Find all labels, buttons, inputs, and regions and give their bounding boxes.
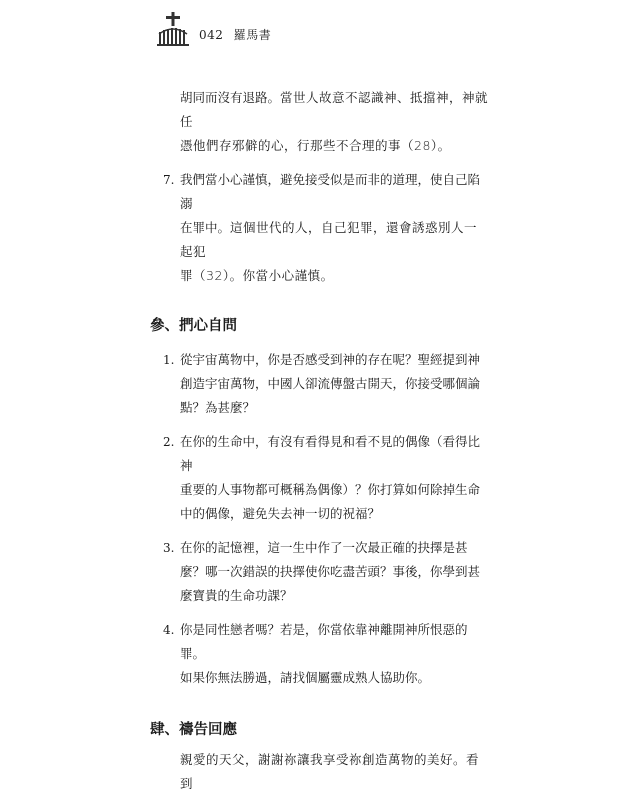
item-number: 4. [163,623,175,637]
continuation-paragraph [150,86,490,158]
continuation-line: 胡同而沒有退路。 [180,90,281,105]
item-line: 在你的記憶裡，這一生中作了一次最正確的抉擇是甚 [180,540,468,555]
page-number: 042 [199,28,224,42]
item-line: 在你的生命中，有沒有看得見和看不見的偶像（看得比神 [180,434,481,473]
list-item [150,618,490,690]
item-line: 罪（32）。你當小心謹慎。 [180,268,334,283]
item-line: 這個世代的人，自己犯罪，還會誘惑別人一起犯 [180,220,478,259]
section-title-prayer: 肆、禱告回應 [150,722,237,738]
item-line: 麼寶貴的生命功課？ [180,588,293,603]
item-line: 中的偶像，避免失去神一切的祝福？ [180,506,381,521]
item-line: 你是同性戀者嗎？若是，你當依靠神離開神所恨惡的罪。 [180,622,468,661]
item-line: 麼？哪一次錯誤的抉擇使你吃盡苦頭？事後，你學到甚 [180,564,481,579]
book-title: 羅馬書 [233,28,272,42]
item-number: 3. [163,541,175,555]
prayer-paragraph: 親愛的天父，謝謝祢讓我享受祢創造萬物的美好。看到 [180,752,480,791]
item-line: 重要的人事物都可概稱為偶像）？你打算如何除掉生命 [180,482,481,497]
continuation-line: 當世人故意不認識神、抵擋神，神就任 [180,90,489,129]
church-cross-icon [155,12,191,46]
list-item [150,430,490,526]
section-title-reflection: 參、捫心自問 [150,318,237,334]
page-header [155,12,495,46]
list-item [150,536,490,608]
item-line: 在罪中。 [180,220,231,235]
list-item-7 [150,168,490,288]
continuation-line: 憑他們存邪僻的心，行那些不合理的事（28）。 [180,138,451,153]
item-line: 從宇宙萬物中，你是否感受到神的存在呢？聖經提到神 [180,352,481,367]
item-number: 1. [163,353,175,367]
item-line: 如果你無法勝過，請找個屬靈成熟人協助你。 [180,670,431,685]
page-body [150,86,490,796]
item-line: 點？為甚麼？ [180,400,256,415]
running-header [199,26,271,43]
item-number: 2. [163,435,175,449]
item-number: 7. [163,173,175,187]
item-line: 我們當小心謹慎，避免接受似是而非的道理，使自己陷溺 [180,172,481,211]
item-line: 創造宇宙萬物，中國人卻流傳盤古開天，你接受哪個論 [180,376,481,391]
list-item [150,348,490,420]
